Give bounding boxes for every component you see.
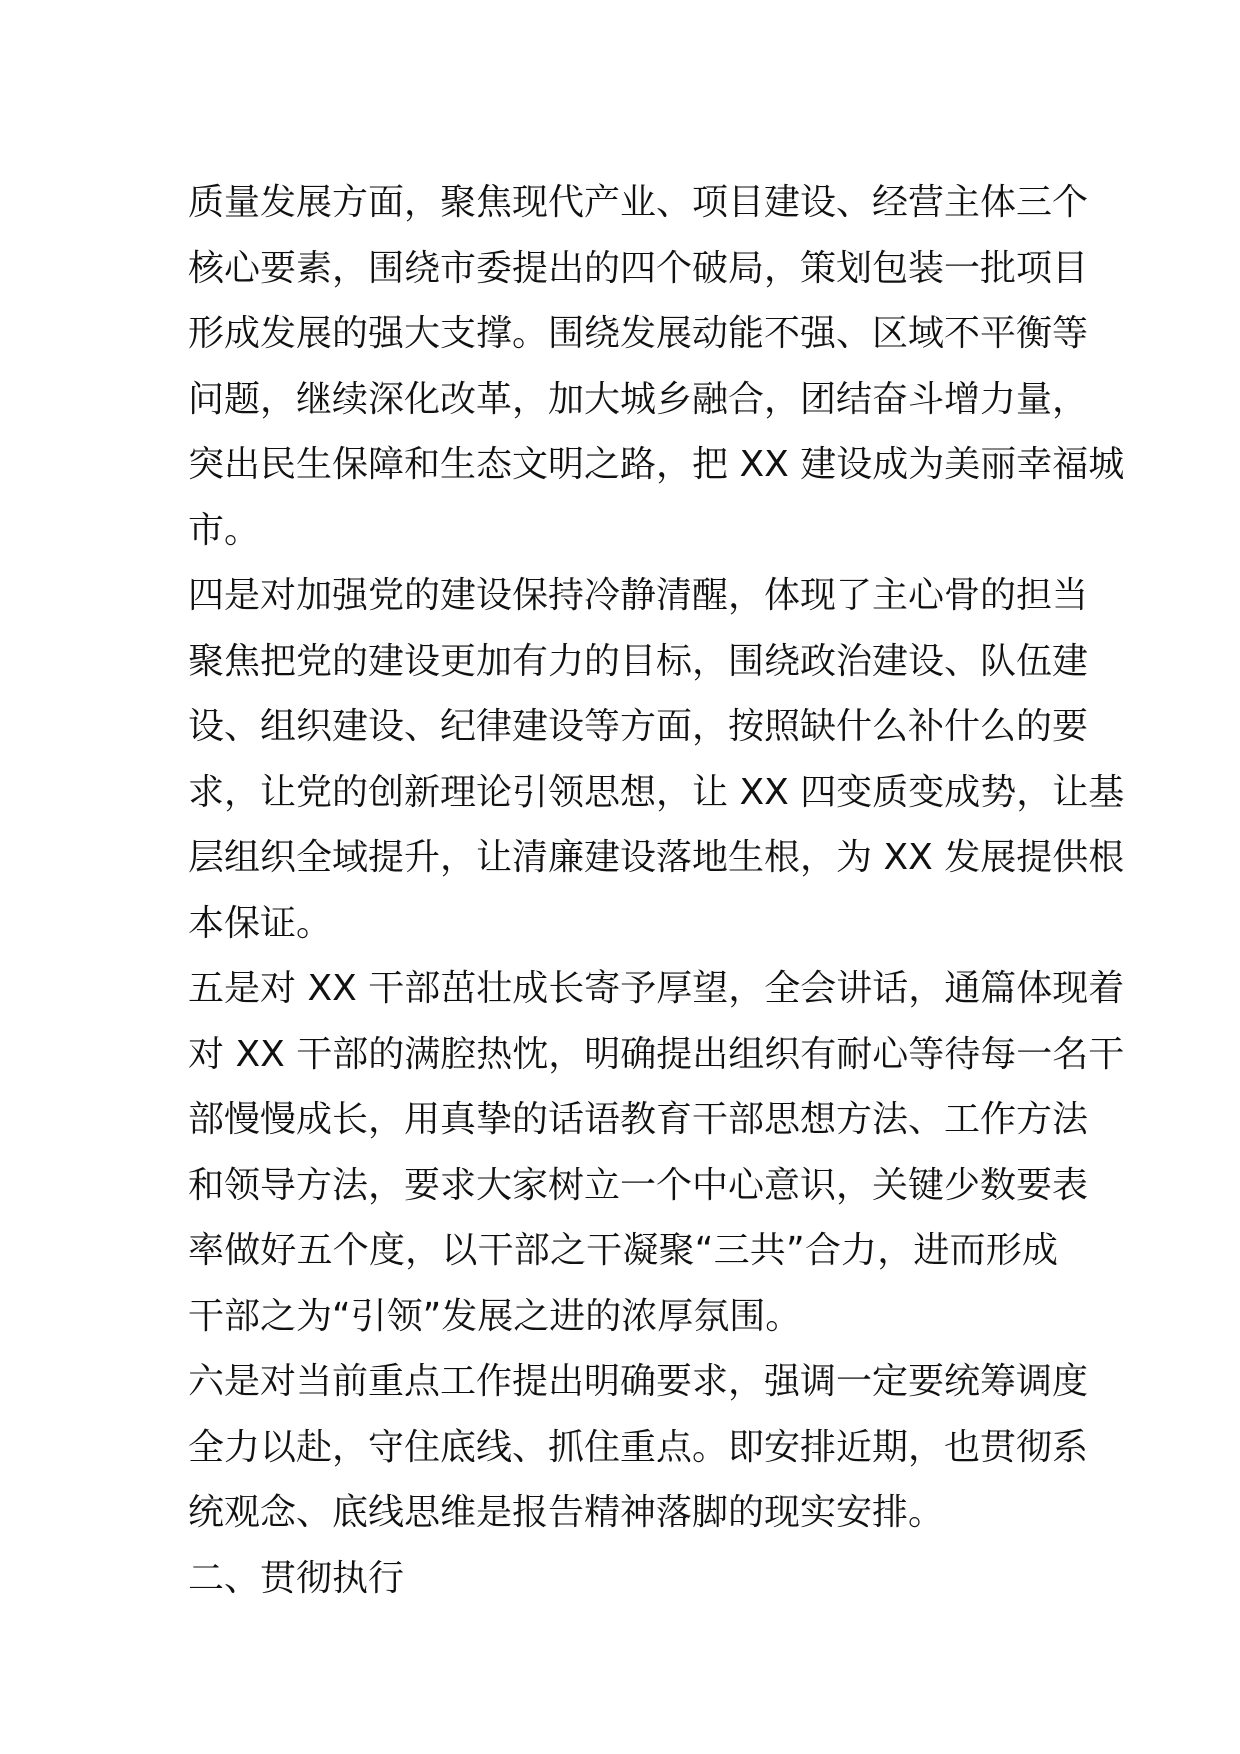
text-line: 部慢慢成长，用真挚的话语教育干部思想方法、工作方法 [188, 1099, 1089, 1140]
text-line: 层组织全域提升，让清廉建设落地生根，为 XX 发展提供根 [188, 837, 1125, 878]
text-line: 市。 [188, 509, 261, 551]
paragraph-quality-development [188, 170, 1125, 563]
text-line: 核心要素，围绕市委提出的四个破局，策划包装一批项目 [188, 247, 1089, 289]
text-line: 聚焦把党的建设更加有力的目标，围绕政治建设、队伍建 [188, 640, 1089, 682]
text-line: 对 XX 干部的满腔热忱，明确提出组织有耐心等待每一名干 [188, 1033, 1125, 1075]
text-line: 质量发展方面，聚焦现代产业、项目建设、经营主体三个 [188, 182, 1089, 223]
text-line: 问题，继续深化改革，加大城乡融合，团结奋斗增力量， [188, 378, 1089, 420]
text-line: 率做好五个度，以干部之干凝聚“三共”合力，进而形成 [188, 1230, 1058, 1271]
text-line: 本保证。 [188, 902, 333, 944]
text-line: 求，让党的创新理论引领思想，让 XX 四变质变成势，让基 [188, 771, 1125, 813]
section-heading-text: 二、贯彻执行 [188, 1557, 405, 1599]
text-line: 形成发展的强大支撑。围绕发展动能不强、区域不平衡等 [188, 313, 1089, 354]
text-line: 干部之为“引领”发展之进的浓厚氛围。 [188, 1295, 802, 1337]
section-heading [188, 1546, 1058, 1612]
text-line: 和领导方法，要求大家树立一个中心意识，关键少数要表 [188, 1164, 1089, 1206]
text-line: 四是对加强党的建设保持冷静清醒，体现了主心骨的担当 [188, 575, 1089, 616]
paragraph-point-six [188, 1349, 1089, 1546]
text-line: 全力以赴，守住底线、抓住重点。即安排近期，也贯彻系 [188, 1426, 1089, 1468]
paragraph-point-five [188, 956, 1125, 1349]
document-body [188, 170, 1125, 1611]
text-line: 六是对当前重点工作提出明确要求，强调一定要统筹调度 [188, 1361, 1089, 1402]
text-line: 突出民生保障和生态文明之路，把 XX 建设成为美丽幸福城 [188, 444, 1125, 485]
paragraph-point-four [188, 563, 1125, 956]
text-line: 五是对 XX 干部茁壮成长寄予厚望，全会讲话，通篇体现着 [188, 968, 1125, 1009]
text-line: 统观念、底线思维是报告精神落脚的现实安排。 [188, 1492, 945, 1533]
text-line: 设、组织建设、纪律建设等方面，按照缺什么补什么的要 [188, 706, 1089, 747]
